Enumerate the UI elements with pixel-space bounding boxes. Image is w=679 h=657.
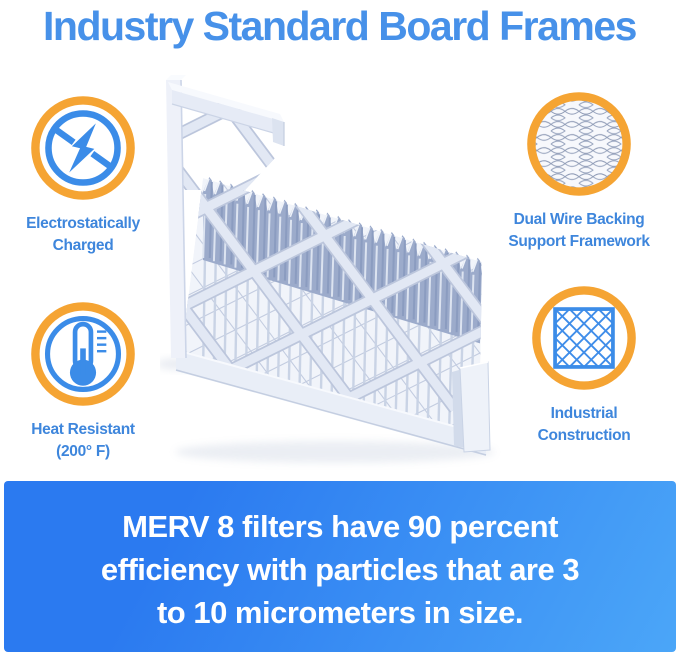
feature-caption: Heat Resistant (200° F) — [31, 421, 135, 460]
lattice-square-icon — [528, 282, 640, 394]
banner-line: MERV 8 filters have 90 percent — [122, 509, 558, 544]
feature-caption: Dual Wire Backing Support Framework — [508, 211, 650, 250]
lightning-circle-icon — [27, 92, 139, 204]
feature-dual-wire-backing — [500, 88, 658, 253]
thermometer-icon — [27, 298, 139, 410]
feature-caption: Electrostatically Charged — [26, 215, 140, 254]
feature-caption: Industrial Construction — [537, 405, 631, 444]
banner-line: efficiency with particles that are 3 — [100, 552, 580, 587]
feature-electrostatically-charged — [8, 92, 158, 257]
wire-mesh-photo-icon — [523, 88, 635, 200]
banner-line: to 10 micrometers in size. — [156, 595, 524, 630]
page-title: Industry Standard Board Frames — [43, 3, 636, 49]
feature-industrial-construction — [505, 282, 663, 447]
info-banner — [4, 481, 676, 652]
pleated-air-filter-image — [160, 68, 505, 470]
feature-heat-resistant — [8, 298, 158, 463]
